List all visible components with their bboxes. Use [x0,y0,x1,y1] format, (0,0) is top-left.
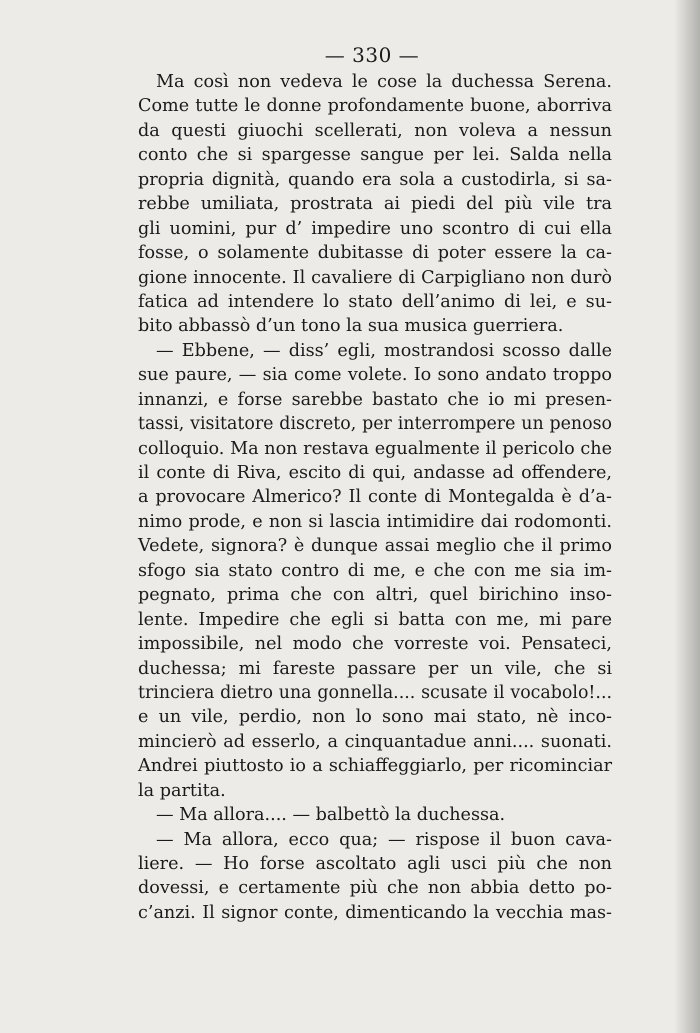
page-text [138,70,612,925]
text-line: e un vile, perdio, non lo sono mai stato, nè inco- [138,707,612,728]
text-line: innanzi, e forse sarebbe bastato che io mi presen- [138,389,612,410]
text-line: conto che si spargesse sangue per lei. Salda nella [138,145,612,166]
text-line: — Ebbene, — diss’ egli, mostrandosi scosso dalle [156,340,612,361]
text-line: nimo prode, e non si lascia intimidire dai rodomonti. [138,511,612,532]
text-line: trinciera dietro una gonnella.... scusate il vocabolo!... [138,682,612,703]
text-line: lente. Impedire che egli si batta con me, mi pare [138,609,612,630]
text-line: fatica ad intendere lo stato dell’animo di lei, e su- [138,291,612,312]
text-line: c’anzi. Il signor conte, dimenticando la vecchia mas- [138,902,612,923]
text-line: mincierò ad esserlo, a cinquantadue anni.... suonati. [138,731,612,752]
text-line: — Ma allora.... — balbettò la duchessa. [156,805,506,826]
text-line: Andrei piuttosto io a schiaffeggiarlo, per ricominciar [138,756,612,777]
text-line: Come tutte le donne profondamente buone, aborriva [138,96,612,117]
text-line: dovessi, e certamente più che non abbia detto po- [138,878,612,899]
text-line: duchessa; mi fareste passare per un vile, che si [138,658,612,679]
text-line: propria dignità, quando era sola a custodirla, si sa- [138,169,612,190]
text-line: sfogo sia stato contro di me, e che con me sia im- [138,560,612,581]
text-line: colloquio. Ma non restava egualmente il pericolo che [138,438,612,459]
text-line: impossibile, nel modo che vorreste voi. Pensateci, [138,634,612,655]
text-line: rebbe umiliata, prostrata ai piedi del più vile tra [138,194,612,215]
text-line: gli uomini, pur d’ impedire uno scontro di cui ella [138,218,612,239]
text-line: bito abbassò d’un tono la sua musica guerriera. [138,316,564,337]
text-line: — Ma allora, ecco qua; — rispose il buon cava- [156,829,612,850]
text-line: pegnato, prima che con altri, quel birichino inso- [138,585,612,606]
text-line: liere. — Ho forse ascoltato agli usci più che non [138,854,612,874]
page-number: — 330 — [324,43,420,67]
text-line: tassi, visitatore discreto, per interrompere un penoso [138,414,612,435]
text-line: a provocare Almerico? Il conte di Montegalda è d’a- [138,487,612,508]
text-line: la partita. [138,780,226,801]
text-line: il conte di Riva, escito di qui, andasse ad offendere, [138,463,612,483]
text-line: gione innocente. Il cavaliere di Carpigliano non durò [138,267,612,288]
text-line: da questi giuochi scellerati, non voleva a nessun [138,120,612,141]
text-line: sue paure, — sia come volete. Io sono andato troppo [138,365,612,386]
text-line: fosse, o solamente dubitasse di poter essere la ca- [138,243,612,264]
text-line: Vedete, signora? è dunque assai meglio che il primo [138,536,612,557]
text-line: Ma così non vedeva le cose la duchessa Serena. [156,72,612,92]
